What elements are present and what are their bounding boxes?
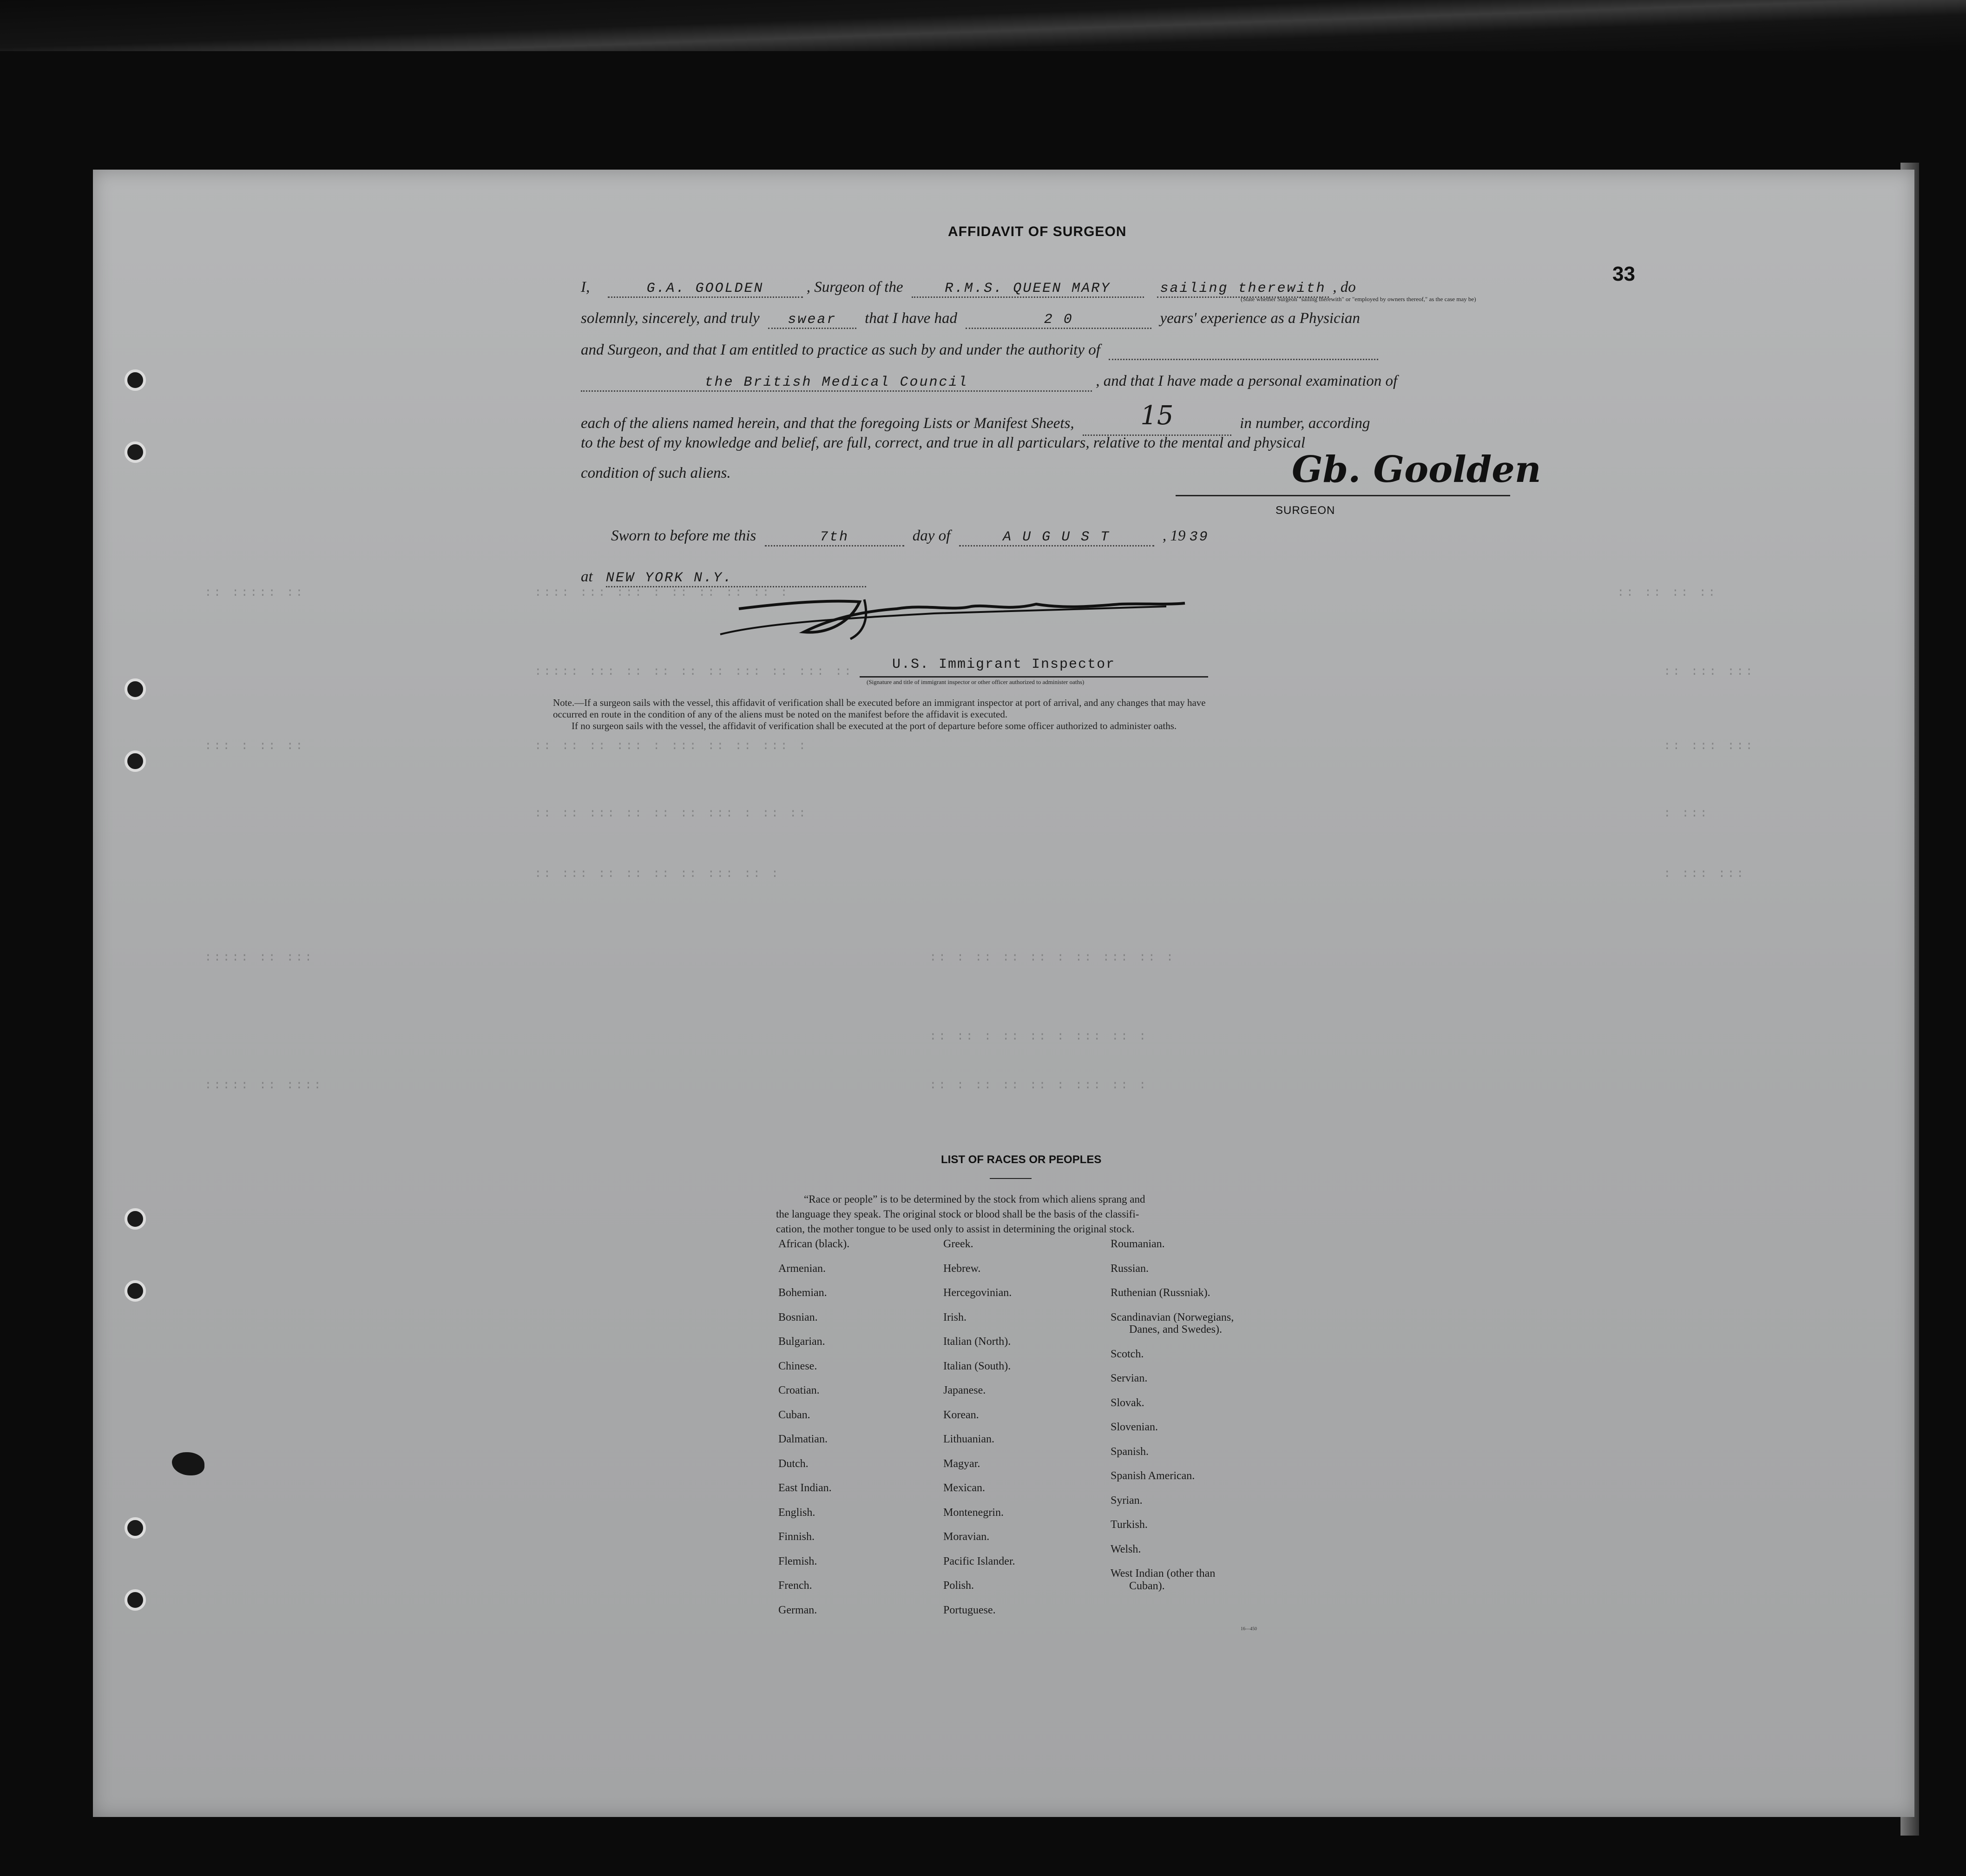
sworn-day-field: 7th <box>765 529 904 546</box>
line-text: at <box>581 568 593 585</box>
race-item: Hebrew. <box>943 1263 981 1275</box>
race-item: Cuban). <box>1129 1580 1165 1592</box>
binder-hole <box>125 1208 146 1230</box>
race-item: Greek. <box>943 1238 973 1250</box>
note-line-1: Note.—If a surgeon sails with the vessel, this affidavit of verification shall be executed before an immigrant inspector at port of arrival, and any changes that may have <box>553 697 1206 708</box>
affidavit-line-1 <box>581 279 1356 298</box>
race-item: Russian. <box>1111 1263 1149 1275</box>
line-mid: , Surgeon of the <box>806 279 903 296</box>
line-text: , and that I have made a personal examination of <box>1096 373 1398 389</box>
sailing-note: (State whether Surgeon "sailing therewith" or "employed by owners thereof," as the case may be) <box>1241 296 1476 303</box>
race-item: Scotch. <box>1111 1348 1144 1360</box>
line-text: Sworn to before me this <box>611 527 756 544</box>
race-item: English. <box>778 1507 815 1519</box>
sworn-line <box>611 527 1209 546</box>
line-text: that I have had <box>865 310 957 327</box>
sworn-month-field: A U G U S T <box>959 529 1154 546</box>
place-field: NEW YORK N.Y. <box>606 570 866 587</box>
race-item: Lithuanian. <box>943 1433 994 1445</box>
binder-hole <box>125 1589 146 1611</box>
document-page: :: ::::: :: :::: ::: ::: : :: :: :: :: : :: :: :: :: ::::: ::: :: :: :: :: ::: :: ::: :: :: ::: ::: ::: : :: :: :: :: :: ::: : ::: :: :: ::: : :: ::: ::: :: :: ::: :: :: :: ::: : :: :: : ::: :: ::: :: :: :: :: ::: :: : : ::: ::: ::::: :: ::: :: : :: :: :: : :: ::: :: : :: :: : :: :: : ::: :: : ::::: :: :::: :: : :: :: :: : ::: :: : AFFIDAVIT OF SURGEON 33 I, G.A. GOOLDEN , Surgeon of the R.M.S. QUEEN MARY sailing therewith , do (State whether Surgeon "sailing therewith" or "employed by owners thereof," as the case may be) solemnly, sincerely, and truly swear that I have had 2 0 years' experience as a Physician and Surgeon, and that I am entitled to practice as such by and under the authority of the British Medical Council , and that I have made a personal examination of each of the aliens named herein, and that the foregoing Lists or Manifest Sheets, 15 in number, according to the best of my knowledge and belief, are full, correct, and true in all particulars, relative to the mental and physical condition of such aliens. Gb. Goolden SURGEON Sworn to before me this 7th day of A U G U S T , 19 39 at NEW YORK N.Y. U.S. Immigrant Inspector (Signature and title of immigrant inspector or other officer authorized to administer oaths) Note.—If a surgeon sails with the vessel, this affidavit of verification shall be executed before an immigrant inspector at port of arrival, and any changes that may have occurred en route in the condition of any of the aliens must be noted on the manifest before the affidavit is executed. If no surgeon sails with the vessel, the affidavit of verification shall be executed at the port of departure before some officer authorized to administer oaths. LIST OF RACES OR PEOPLES “Race or people” is to be determined by the stock from which aliens sprang and the language they speak. The original stock or blood shall be the basis of the classifi- cation, the mother tongue to be used only to assist in determining the original stock. African (black). Armenian. Bohemian. Bosnian. Bulgarian. Chinese. Croatian. Cuban. Dalmatian. Dutch. East Indian. English. Finnish. Flemish. French. German. Greek. Hebrew. Hercegovinian. Irish. Italian (North). Italian (South). Japanese. Korean. Lithuanian. Magyar. Mexican. Montenegrin. Moravian. Pacific Islander. Polish. Portuguese. Roumanian. Russian. Ruthenian (Russniak). Scandinavian (Norwegians, Danes, and Swedes). Scotch. Servian. Slovak. Slovenian. Spanish. Spanish American. Syrian. Turkish. Welsh. West Indian (other than Cuban). 16—450 <box>93 170 1914 1817</box>
sheets-count-field <box>1083 401 1231 436</box>
race-item: Armenian. <box>778 1263 826 1275</box>
race-item: African (black). <box>778 1238 850 1250</box>
oath-field: swear <box>768 312 856 329</box>
race-item: Syrian. <box>1111 1494 1143 1507</box>
race-item: Portuguese. <box>943 1604 996 1616</box>
race-item: Ruthenian (Russniak). <box>1111 1287 1210 1299</box>
race-item: Finnish. <box>778 1531 815 1543</box>
line-text: in number, according <box>1240 415 1370 432</box>
race-item: Irish. <box>943 1311 967 1323</box>
race-item: Mexican. <box>943 1482 985 1494</box>
authority-field: the British Medical Council <box>581 375 1092 392</box>
affidavit-line-5 <box>581 401 1370 436</box>
binder-hole <box>125 1517 146 1539</box>
affidavit-line-6: to the best of my knowledge and belief, are full, correct, and true in all particulars, relative to the mental and physical <box>581 434 1305 451</box>
binder-hole <box>125 678 146 700</box>
ink-stain <box>172 1452 204 1475</box>
line-text: years' experience as a Physician <box>1160 310 1360 327</box>
page-number: 33 <box>1612 263 1635 285</box>
race-item: Japanese. <box>943 1384 986 1396</box>
race-item: Slovak. <box>1111 1397 1144 1409</box>
race-item: Turkish. <box>1111 1519 1148 1531</box>
years-experience-field: 2 0 <box>966 312 1151 329</box>
races-title: LIST OF RACES OR PEOPLES <box>941 1153 1102 1166</box>
affidavit-line-4 <box>581 373 1397 392</box>
line-text: each of the aliens named herein, and that the foregoing Lists or Manifest Sheets, <box>581 415 1074 432</box>
inspector-note: (Signature and title of immigrant inspector or other officer authorized to administer oaths) <box>867 678 1085 685</box>
races-intro <box>776 1192 1278 1237</box>
race-item: Moravian. <box>943 1531 990 1543</box>
affidavit-line-7: condition of such aliens. <box>581 465 731 481</box>
race-item: Pacific Islander. <box>943 1555 1015 1567</box>
race-item: Magyar. <box>943 1458 980 1470</box>
race-item: Spanish American. <box>1111 1470 1195 1482</box>
race-item: Polish. <box>943 1580 974 1592</box>
race-item: German. <box>778 1604 817 1616</box>
binder-hole <box>125 441 146 463</box>
note-line-2: occurred en route in the condition of any of the aliens must be noted on the manifest before the affidavit is executed. <box>553 709 1008 720</box>
note-line-3: If no surgeon sails with the vessel, the affidavit of verification shall be executed at the port of departure before some officer authorized to administer oaths. <box>572 720 1177 731</box>
handwritten-sheets-count: 15 <box>1140 401 1174 431</box>
line-text: and Surgeon, and that I am entitled to practice as such by and under the authority of <box>581 342 1100 358</box>
race-item: Servian. <box>1111 1372 1148 1384</box>
race-item: Roumanian. <box>1111 1238 1165 1250</box>
line-prefix: I, <box>581 279 590 296</box>
surgeon-signature-line <box>1176 495 1510 496</box>
intro-line: “Race or people” is to be determined by the stock from which aliens sprang and <box>804 1193 1145 1205</box>
inspector-title: U.S. Immigrant Inspector <box>892 657 1116 672</box>
scan-top-edge <box>0 0 1966 51</box>
race-item: West Indian (other than <box>1111 1567 1216 1580</box>
at-line <box>581 568 866 587</box>
race-item: Danes, and Swedes). <box>1129 1323 1222 1336</box>
surgeon-signature: Gb. Goolden <box>1292 448 1541 491</box>
sailing-status-field: sailing therewith <box>1157 281 1329 298</box>
race-item: Bulgarian. <box>778 1336 825 1348</box>
race-item: Bohemian. <box>778 1287 827 1299</box>
affidavit-line-2 <box>581 310 1360 329</box>
line-text: solemnly, sincerely, and truly <box>581 310 760 327</box>
surgeon-label: SURGEON <box>1276 504 1335 517</box>
race-item: Spanish. <box>1111 1446 1149 1458</box>
intro-line: the language they speak. The original stock or blood shall be the basis of the classifi- <box>776 1208 1139 1220</box>
intro-line: cation, the mother tongue to be used only to assist in determining the original stock. <box>776 1223 1135 1235</box>
line-text: day of <box>912 527 951 544</box>
race-item: Flemish. <box>778 1555 817 1567</box>
vessel-name-field: R.M.S. QUEEN MARY <box>912 281 1144 298</box>
binder-hole <box>125 369 146 391</box>
race-item: Korean. <box>943 1409 979 1421</box>
blank-field <box>1109 342 1378 360</box>
race-item: Italian (South). <box>943 1360 1011 1372</box>
race-item: Dutch. <box>778 1458 809 1470</box>
inspector-signature-line <box>860 676 1208 678</box>
race-item: Croatian. <box>778 1384 820 1396</box>
inspector-signature <box>711 590 1222 646</box>
race-item: Slovenian. <box>1111 1421 1158 1433</box>
surgeon-name-field: G.A. GOOLDEN <box>608 281 803 298</box>
sworn-year-field: 39 <box>1189 529 1209 545</box>
race-item: Bosnian. <box>778 1311 818 1323</box>
race-item: Montenegrin. <box>943 1507 1004 1519</box>
race-item: Cuban. <box>778 1409 810 1421</box>
document-title: AFFIDAVIT OF SURGEON <box>948 224 1127 239</box>
line-text: , 19 <box>1162 527 1186 544</box>
race-item: French. <box>778 1580 812 1592</box>
form-number: 16—450 <box>1241 1626 1257 1632</box>
race-item: Dalmatian. <box>778 1433 828 1445</box>
binder-hole <box>125 750 146 772</box>
affidavit-line-3 <box>581 342 1378 360</box>
binder-hole <box>125 1280 146 1302</box>
race-item: Scandinavian (Norwegians, <box>1111 1311 1234 1323</box>
line-suffix: , do <box>1333 279 1356 296</box>
race-item: Hercegovinian. <box>943 1287 1012 1299</box>
race-item: Italian (North). <box>943 1336 1011 1348</box>
race-item: East Indian. <box>778 1482 832 1494</box>
races-title-rule <box>990 1178 1032 1179</box>
race-item: Welsh. <box>1111 1543 1141 1555</box>
race-item: Chinese. <box>778 1360 817 1372</box>
